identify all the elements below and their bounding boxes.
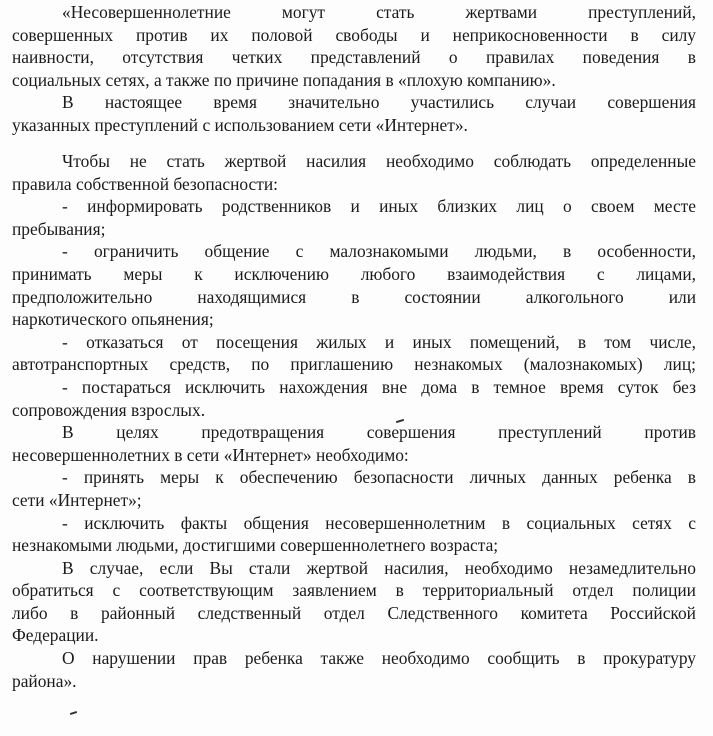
text-line: - постараться исключить нахождения вне дома в темное время суток без bbox=[62, 376, 696, 397]
text-line: «Несовершеннолетние могут стать жертвами преступлений, bbox=[62, 2, 696, 22]
text-line: сети «Интернет»; bbox=[12, 489, 142, 510]
text-line: правила собственной безопасности: bbox=[12, 173, 279, 194]
text-line: указанных преступлений с использованием сети «Интернет». bbox=[12, 114, 468, 135]
text-line: Федерации. bbox=[12, 625, 99, 646]
scan-mark bbox=[70, 711, 77, 715]
text-line: В целях предотвращения совершения преступлений против bbox=[62, 422, 696, 443]
text-line: социальных сетях, а также по причине попадания в «плохую компанию». bbox=[12, 69, 556, 90]
text-line: В настоящее время значительно участились случаи совершения bbox=[62, 92, 696, 113]
text-line: принимать меры к исключению любого взаимодействия с лицами, bbox=[12, 263, 696, 284]
intro-section bbox=[12, 1, 696, 137]
text-line: пребывания; bbox=[12, 218, 106, 239]
text-line: - принять меры к обеспечению безопасности личных данных ребенка в bbox=[62, 467, 696, 488]
text-line: незнакомыми людьми, достигшими совершеннолетнего возраста; bbox=[12, 535, 499, 556]
text-line: О нарушении прав ребенка также необходимо сообщить в прокуратуру bbox=[62, 648, 696, 669]
text-line: наркотического опьянения; bbox=[12, 309, 214, 330]
text-line: наивности, отсутствия четких представлений о правилах поведения в bbox=[12, 47, 696, 68]
text-line: - ограничить общение с малознакомыми людьми, в особенности, bbox=[62, 241, 696, 262]
text-line: - отказаться от посещения жилых и иных помещений, в том числе, bbox=[62, 331, 696, 352]
text-line: сопровождения взрослых. bbox=[12, 399, 206, 420]
safety-rules-section bbox=[12, 150, 696, 692]
text-line: совершенных против их половой свободы и неприкосновенности в силу bbox=[12, 24, 696, 45]
text-line: обратиться с соответствующим заявлением в территориальный отдел полиции bbox=[12, 580, 696, 601]
text-line: Чтобы не стать жертвой насилия необходимо соблюдать определенные bbox=[62, 151, 696, 171]
text-line: района». bbox=[12, 670, 77, 691]
text-line: - информировать родственников и иных близких лиц о своем месте bbox=[62, 196, 696, 217]
text-line: либо в районный следственный отдел Следственного комитета Российской bbox=[12, 602, 696, 623]
text-line: автотранспортных средств, по приглашению незнакомых (малознакомых) лиц; bbox=[12, 354, 696, 375]
text-line: В случае, если Вы стали жертвой насилия, необходимо незамедлительно bbox=[62, 557, 696, 578]
text-line: несовершеннолетних в сети «Интернет» необходимо: bbox=[12, 444, 409, 465]
text-line: - исключить факты общения несовершеннолетним в социальных сетях с bbox=[62, 512, 696, 533]
text-line: предположительно находящимися в состоянии алкогольного или bbox=[12, 286, 696, 307]
